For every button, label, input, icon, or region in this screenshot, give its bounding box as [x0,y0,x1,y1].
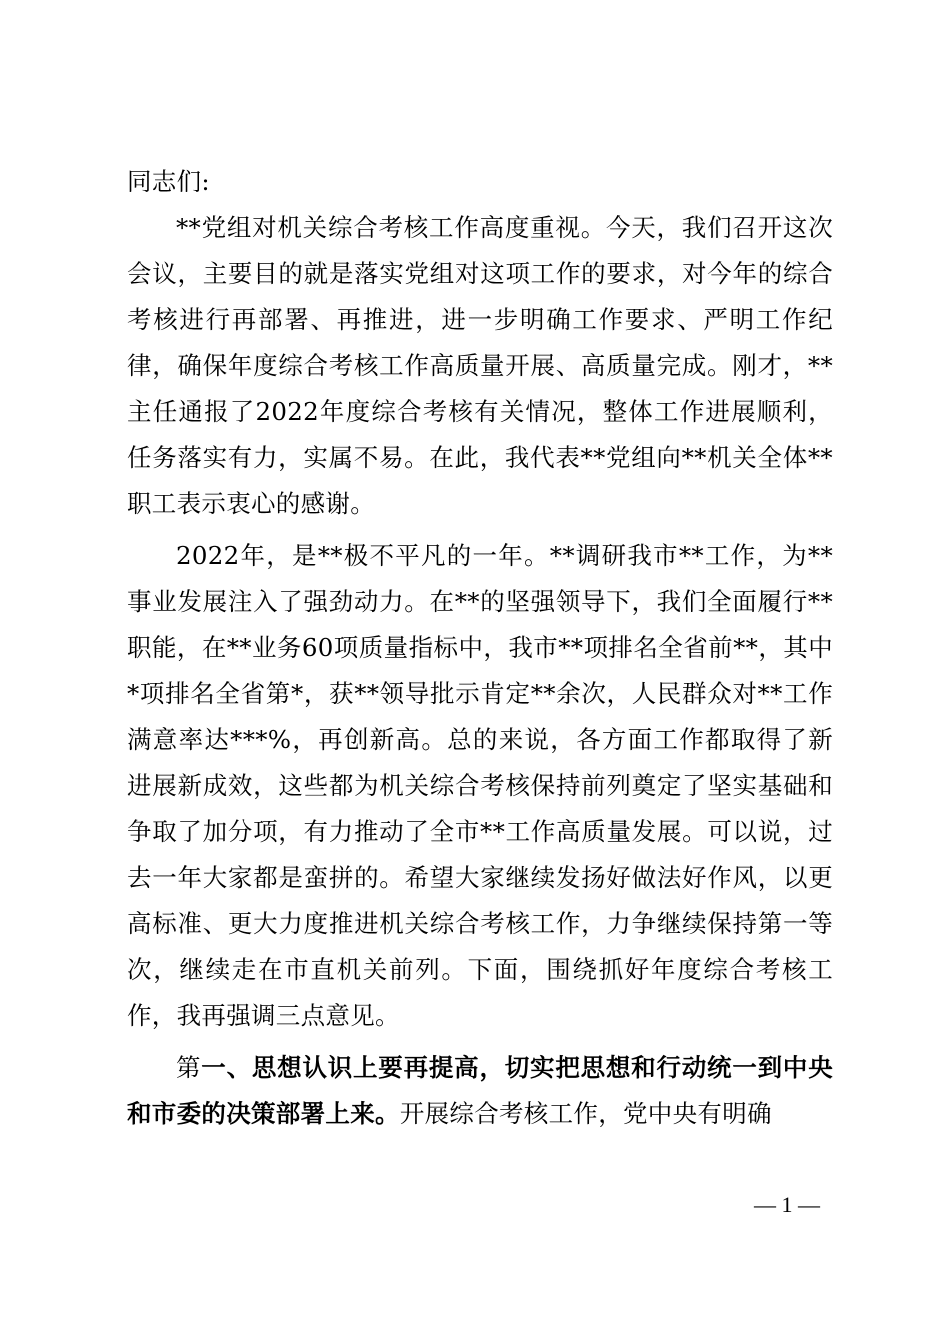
point-one-body: 开展综合考核工作，党中央有明确 [399,1099,772,1128]
point-one-prefix: 第 [176,1053,202,1082]
paragraph-review: 2022年，是**极不平凡的一年。**调研我市**工作，为**事业发展注入了强劲动力。在**的坚强领导下，我们全面履行**职能，在**业务60项质量指标中，我市**项排名全省前**，其中*项排名全省第*，获**领导批示肯定**余次，人民群众对**工作满意率达***%，再创新高。总的来说，各方面工作都取得了新进展新成效，这些都为机关综合考核保持前列奠定了坚实基础和争取了加分项，有力推动了全市**工作高质量发展。可以说，过去一年大家都是蛮拼的。希望大家继续发扬好做法好作风，以更高标准、更大力度推进机关综合考核工作，力争继续保持第一等次，继续走在市直机关前列。下面，围绕抓好年度综合考核工作，我再强调三点意见。 [127,541,833,1030]
document-body [127,159,833,1137]
point-one-heading: 一、思想认识上要再提高，切实把思想和行动统一到中央和市委的决策部署上来。 [127,1053,833,1128]
salutation: 同志们: [127,167,210,196]
paragraph-intro: **党组对机关综合考核工作高度重视。今天，我们召开这次会议，主要目的就是落实党组对这项工作的要求，对今年的综合考核进行再部署、再推进，进一步明确工作要求、严明工作纪律，确保年度综合考核工作高质量开展、高质量完成。刚才，**主任通报了2022年度综合考核有关情况，整体工作进展顺利，任务落实有力，实属不易。在此，我代表**党组向**机关全体**职工表示衷心的感谢。 [127,213,833,518]
page-number: — 1 — [754,1192,820,1217]
paragraph-point-one [127,1045,833,1137]
